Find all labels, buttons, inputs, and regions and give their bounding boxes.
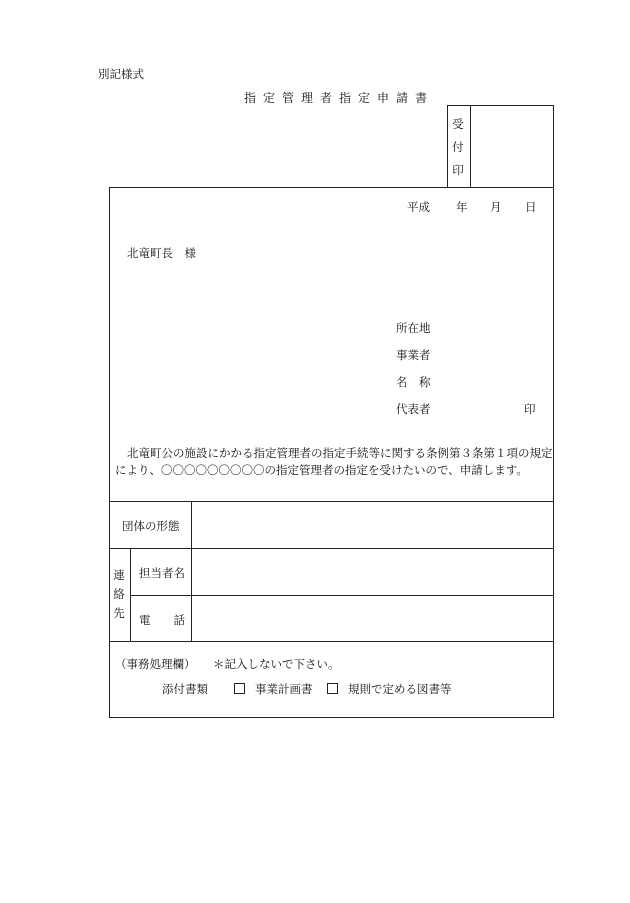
seal-mark: 印: [524, 402, 536, 416]
application-statement: 北竜町公の施設にかかる指定管理者の指定手続等に関する条例第３条第１項の規定により、〇〇〇〇〇〇〇〇〇の指定管理者の指定を受けたいので、申請します。: [115, 446, 553, 477]
regulation-docs-label: 規則で定める図書等: [348, 682, 452, 696]
contact-label-char: 絡: [113, 587, 125, 601]
receipt-stamp-char: 受: [452, 117, 464, 131]
receipt-stamp-char: 付: [452, 140, 464, 154]
name-label: 名 称: [396, 375, 431, 389]
representative-label: 代表者: [396, 402, 431, 416]
contact-label-char: 連: [113, 568, 125, 582]
business-plan-label: 事業計画書: [255, 682, 313, 696]
date-era: 平成: [407, 200, 430, 214]
attachment-business-plan[interactable]: [234, 681, 313, 697]
operator-label: 事業者: [396, 348, 431, 362]
checkbox-icon[interactable]: [234, 683, 245, 694]
divider: [130, 548, 131, 641]
attachment-regulation-docs[interactable]: [327, 681, 452, 697]
receipt-stamp-char: 印: [452, 163, 464, 177]
phone-label: 電 話: [139, 613, 185, 627]
form-label: 別記様式: [98, 67, 144, 81]
phone-field[interactable]: [192, 596, 552, 640]
date-month: 月: [490, 200, 502, 214]
contact-label-char: 先: [113, 606, 125, 620]
checkbox-icon[interactable]: [327, 683, 338, 694]
office-use-note: ＊記入しないで下さい。: [213, 657, 340, 671]
date-day: 日: [525, 200, 537, 214]
address-label: 所在地: [396, 321, 431, 335]
receipt-stamp-divider: [470, 105, 471, 187]
contact-person-field[interactable]: [192, 549, 552, 594]
org-form-label: 団体の形態: [122, 519, 180, 533]
divider: [109, 641, 553, 642]
page-title: 指定管理者指定申請書: [244, 91, 435, 105]
contact-person-label: 担当者名: [139, 566, 185, 580]
org-form-field[interactable]: [192, 502, 552, 547]
addressee: 北竜町長 様: [127, 246, 196, 260]
office-use-heading: （事務処理欄）: [115, 657, 196, 671]
attachment-label: 添付書類: [162, 682, 208, 696]
date-year: 年: [456, 200, 468, 214]
